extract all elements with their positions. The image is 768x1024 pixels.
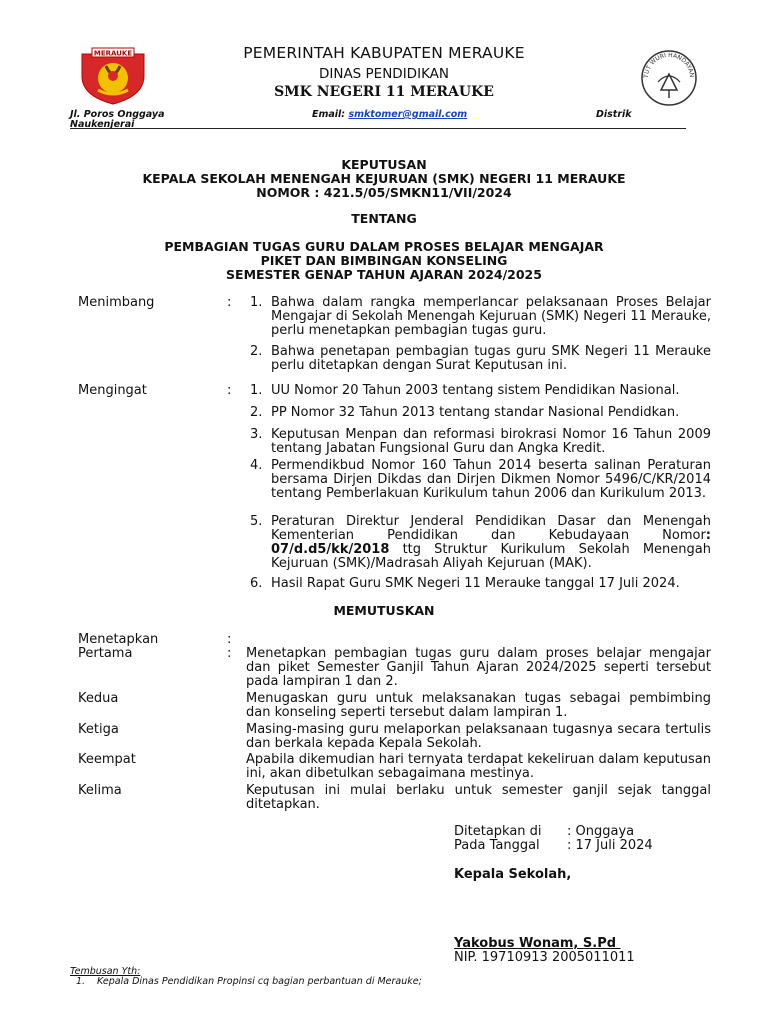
tembusan-num-1: 1. (76, 976, 86, 987)
mengingat-colon: : (227, 383, 232, 398)
mengingat-num-5: 5. (250, 514, 263, 529)
ditetapkan-value: : Onggaya (567, 824, 635, 839)
signer-nip: NIP. 19710913 2005011011 (454, 950, 635, 965)
memutuskan-heading: MEMUTUSKAN (333, 603, 435, 618)
doc-number: NOMOR : 421.5/05/SMKN11/VII/2024 (256, 185, 512, 200)
menetapkan-colon: : (227, 632, 232, 647)
menimbang-item-2: Bahwa penetapan pembagian tugas guru SMK Negeri 11 Merauke perlu ditetapkan dengan Surat Keputusan ini. (271, 344, 711, 373)
diktum-label-pertama: Pertama (78, 646, 133, 661)
signer-name: Yakobus Wonam, S.Pd (454, 936, 621, 951)
mengingat-num-4: 4. (250, 458, 263, 473)
diktum-label-kedua: Kedua (78, 691, 119, 706)
signer-title: Kepala Sekolah, (454, 867, 572, 882)
mengingat-item-1: UU Nomor 20 Tahun 2003 tentang sistem Pendidikan Nasional. (271, 383, 680, 398)
tanggal-value: : 17 Juli 2024 (567, 838, 653, 853)
diktum-label-ketiga: Ketiga (78, 722, 119, 737)
mengingat-item-3: Keputusan Menpan dan reformasi birokrasi Nomor 16 Tahun 2009 tentang Jabatan Fungsional Guru dan Angka Kredit. (271, 427, 711, 456)
mengingat-item-4: Permendikbud Nomor 160 Tahun 2014 beserta salinan Peraturan bersama Dirjen Dikdas dan Dirjen Dikmen Nomor 5496/C/KR/2014 tentang Pemberlakuan Kurikulum tahun 2006 dan Kurikulum 2013. (271, 458, 711, 501)
subject-line-3: SEMESTER GENAP TAHUN AJARAN 2024/2025 (226, 267, 542, 282)
menetapkan-label: Menetapkan (78, 632, 159, 647)
address-email: Email: smktomer@gmail.com (312, 109, 468, 120)
doc-title-issuer: KEPALA SEKOLAH MENENGAH KEJURUAN (SMK) NEGERI 11 MERAUKE (142, 171, 626, 186)
menimbang-num-1: 1. (250, 295, 263, 310)
header-rule (70, 128, 686, 129)
gov-heading: PEMERINTAH KABUPATEN MERAUKE (243, 44, 525, 62)
diktum-label-keempat: Keempat (78, 752, 136, 767)
diktum-text-ketiga: Masing-masing guru melaporkan pelaksanaan tugasnya secara tertulis dan berkala kepada Kepala Sekolah. (246, 722, 711, 751)
mengingat-label: Mengingat (78, 383, 147, 398)
menimbang-num-2: 2. (250, 344, 263, 359)
mengingat-item-2: PP Nomor 32 Tahun 2013 tentang standar Nasional Pendidkan. (271, 405, 680, 420)
diktum-colon-pertama: : (227, 646, 232, 661)
tut-wuri-logo (636, 48, 702, 108)
tembusan-title: Tembusan Yth: (70, 966, 141, 977)
mengingat-num-3: 3. (250, 427, 263, 442)
menimbang-colon: : (227, 295, 232, 310)
school-heading: SMK NEGERI 11 MERAUKE (274, 84, 494, 100)
ditetapkan-label: Ditetapkan di (454, 824, 542, 839)
subject-line-1: PEMBAGIAN TUGAS GURU DALAM PROSES BELAJAR MENGAJAR (164, 239, 604, 254)
menimbang-item-1: Bahwa dalam rangka memperlancar pelaksanaan Proses Belajar Mengajar di Sekolah Menengah Kejuruan (SMK) Negeri 11 Merauke, perlu menetapkan pembagian tugas guru. (271, 295, 711, 338)
diktum-label-kelima: Kelima (78, 783, 122, 798)
address-street: Jl. Poros Onggaya Naukenjerai (70, 109, 165, 130)
mengingat-num-2: 2. (250, 405, 263, 420)
subject-line-2: PIKET DAN BIMBINGAN KONSELING (260, 253, 508, 268)
mengingat-num-1: 1. (250, 383, 263, 398)
diktum-text-kelima: Keputusan ini mulai berlaku untuk semester ganjil sejak tanggal ditetapkan. (246, 783, 711, 812)
dept-heading: DINAS PENDIDIKAN (318, 66, 450, 82)
mengingat-item-5: Peraturan Direktur Jenderal Pendidikan Dasar dan Menengah Kementerian Pendidikan dan Kebudayaan Nomor: 07/d.d5/kk/2018 ttg Struktur Kurikulum Sekolah Menengah Kejuruan (SMK)/Madrasah Aliyah Kejuruan (MAK). (271, 514, 711, 571)
tentang-heading: TENTANG (351, 211, 417, 226)
menimbang-label: Menimbang (78, 295, 155, 310)
diktum-text-pertama: Menetapkan pembagian tugas guru dalam proses belajar mengajar dan piket Semester Ganjil Tahun Ajaran 2024/2025 seperti tersebut pada lampiran 1 dan 2. (246, 646, 711, 689)
logo-right-text: TUT WURI HANDAYAN (642, 51, 696, 79)
mengingat-num-6: 6. (250, 576, 263, 591)
tembusan-item-1: Kepala Dinas Pendidikan Propinsi cq bagian perbantuan di Merauke; (97, 976, 422, 987)
diktum-text-keempat: Apabila dikemudian hari ternyata terdapat kekeliruan dalam keputusan ini, akan dibetulkan sebagaimana mestinya. (246, 752, 711, 781)
doc-title: KEPUTUSAN (341, 157, 427, 172)
logo-left-text: MERAUKE (93, 49, 133, 58)
diktum-text-kedua: Menugaskan guru untuk melaksanakan tugas sebagai pembimbing dan konseling seperti tersebut dalam lampiran 1. (246, 691, 711, 720)
mengingat-item-6: Hasil Rapat Guru SMK Negeri 11 Merauke tanggal 17 Juli 2024. (271, 576, 680, 591)
tanggal-label: Pada Tanggal (454, 838, 540, 853)
address-district: Distrik (596, 109, 632, 120)
email-link[interactable]: smktomer@gmail.com (348, 109, 468, 120)
